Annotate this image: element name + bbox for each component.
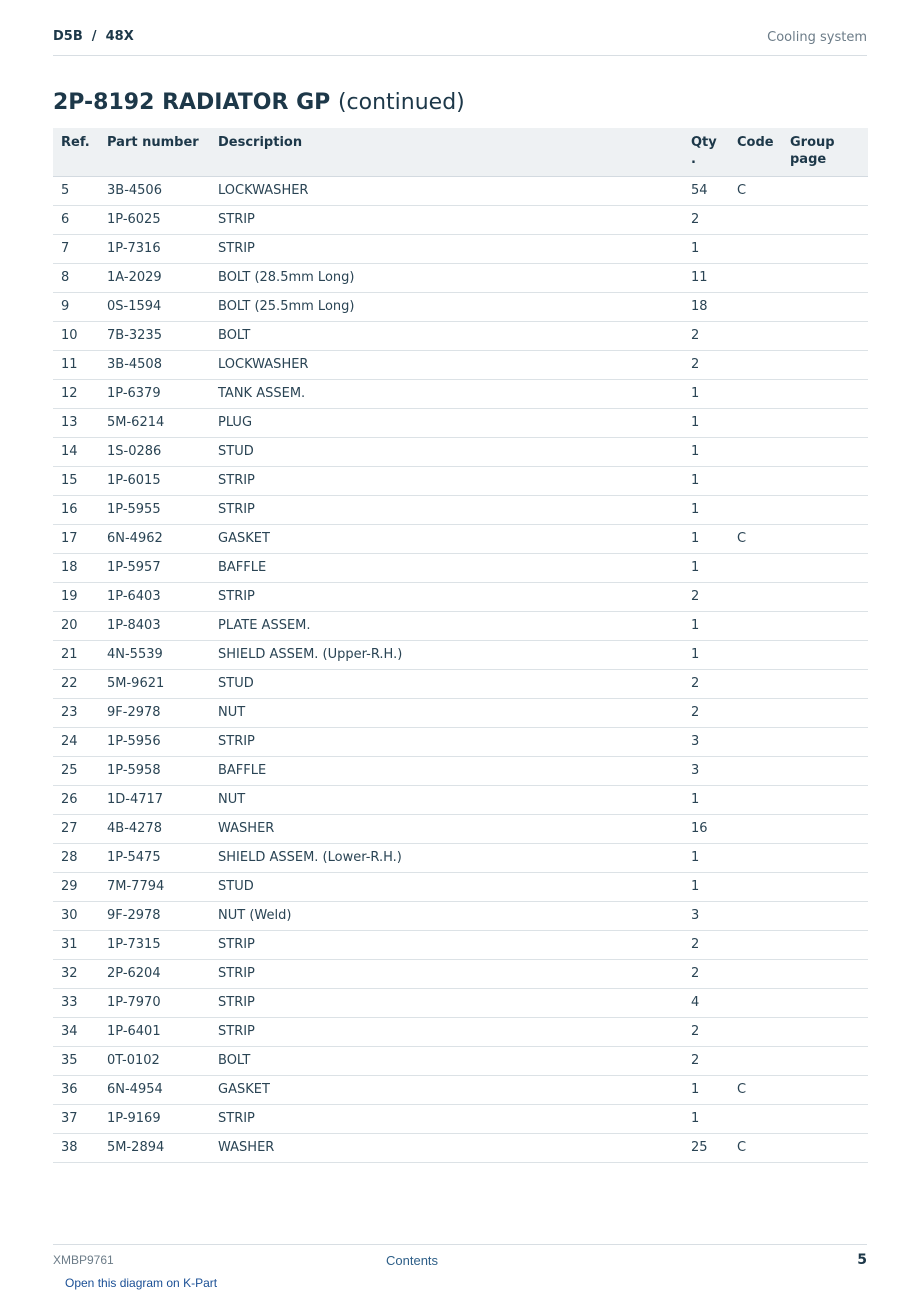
description-cell: STRIP [210, 466, 683, 495]
qty-cell: 2 [683, 321, 729, 350]
part-number-cell: 1P-6379 [99, 379, 210, 408]
qty-cell: 1 [683, 611, 729, 640]
part-number-cell: 2P-6204 [99, 959, 210, 988]
group-page-cell [782, 408, 868, 437]
column-header-label: Group page [790, 135, 835, 167]
table-row [53, 1133, 868, 1162]
description-cell: STUD [210, 437, 683, 466]
table-row [53, 814, 868, 843]
table-row [53, 785, 868, 814]
table-row [53, 205, 868, 234]
ref-cell: 38 [53, 1133, 99, 1162]
part-number-cell: 1P-7970 [99, 988, 210, 1017]
code-cell [729, 988, 782, 1017]
code-cell [729, 205, 782, 234]
ref-cell: 11 [53, 350, 99, 379]
description-cell: STRIP [210, 959, 683, 988]
description-cell: PLATE ASSEM. [210, 611, 683, 640]
description-cell: NUT [210, 698, 683, 727]
code-cell [729, 1046, 782, 1075]
part-number-cell: 1P-5958 [99, 756, 210, 785]
ref-cell: 13 [53, 408, 99, 437]
part-number-cell: 3B-4508 [99, 350, 210, 379]
code-cell [729, 582, 782, 611]
qty-cell: 1 [683, 408, 729, 437]
ref-cell: 27 [53, 814, 99, 843]
ref-cell: 8 [53, 263, 99, 292]
machine-model: D5B / 48X [53, 29, 134, 44]
table-row [53, 321, 868, 350]
description-cell: STRIP [210, 582, 683, 611]
part-number-cell: 1P-6025 [99, 205, 210, 234]
qty-cell: 2 [683, 205, 729, 234]
group-page-cell [782, 350, 868, 379]
code-cell [729, 495, 782, 524]
parts-table [53, 128, 868, 1163]
code-cell [729, 698, 782, 727]
qty-cell: 2 [683, 350, 729, 379]
ref-cell: 15 [53, 466, 99, 495]
code-cell [729, 1104, 782, 1133]
code-cell [729, 611, 782, 640]
table-row [53, 176, 868, 205]
code-cell [729, 263, 782, 292]
description-cell: BAFFLE [210, 553, 683, 582]
code-cell [729, 727, 782, 756]
column-header-ref [53, 128, 99, 176]
ref-cell: 21 [53, 640, 99, 669]
group-page-cell [782, 843, 868, 872]
qty-cell: 2 [683, 930, 729, 959]
description-cell: STUD [210, 872, 683, 901]
part-number-cell: 9F-2978 [99, 698, 210, 727]
contents-link[interactable]: Contents [386, 1253, 439, 1268]
qty-cell: 2 [683, 669, 729, 698]
table-row [53, 234, 868, 263]
group-page-cell [782, 727, 868, 756]
description-cell: STRIP [210, 988, 683, 1017]
description-cell: SHIELD ASSEM. (Lower-R.H.) [210, 843, 683, 872]
group-page-cell [782, 437, 868, 466]
table-row [53, 756, 868, 785]
qty-cell: 1 [683, 495, 729, 524]
qty-cell: 16 [683, 814, 729, 843]
table-row [53, 843, 868, 872]
description-cell: WASHER [210, 814, 683, 843]
description-cell: BOLT [210, 1046, 683, 1075]
code-cell [729, 408, 782, 437]
code-cell [729, 292, 782, 321]
part-number-cell: 5M-2894 [99, 1133, 210, 1162]
description-cell: WASHER [210, 1133, 683, 1162]
ref-cell: 28 [53, 843, 99, 872]
column-header-group-page [782, 128, 868, 176]
group-page-cell [782, 205, 868, 234]
part-number-cell: 6N-4962 [99, 524, 210, 553]
group-page-cell [782, 524, 868, 553]
ref-cell: 5 [53, 176, 99, 205]
code-cell [729, 872, 782, 901]
table-row [53, 1104, 868, 1133]
group-page-cell [782, 669, 868, 698]
part-number-cell: 1A-2029 [99, 263, 210, 292]
description-cell: TANK ASSEM. [210, 379, 683, 408]
qty-cell: 2 [683, 1017, 729, 1046]
qty-cell: 1 [683, 843, 729, 872]
description-cell: SHIELD ASSEM. (Upper-R.H.) [210, 640, 683, 669]
ref-cell: 26 [53, 785, 99, 814]
part-number-cell: 1P-9169 [99, 1104, 210, 1133]
code-cell [729, 901, 782, 930]
qty-cell: 2 [683, 1046, 729, 1075]
page-number: 5 [857, 1252, 867, 1268]
assembly-title: 2P-8192 RADIATOR GP [53, 90, 331, 115]
part-number-cell: 6N-4954 [99, 1075, 210, 1104]
group-page-cell [782, 611, 868, 640]
description-cell: STRIP [210, 234, 683, 263]
description-cell: PLUG [210, 408, 683, 437]
page-title [53, 89, 465, 117]
code-cell: C [729, 524, 782, 553]
group-page-cell [782, 321, 868, 350]
part-number-cell: 1D-4717 [99, 785, 210, 814]
qty-cell: 1 [683, 1075, 729, 1104]
qty-cell: 3 [683, 727, 729, 756]
description-cell: LOCKWASHER [210, 176, 683, 205]
part-number-cell: 7B-3235 [99, 321, 210, 350]
qty-cell: 2 [683, 698, 729, 727]
group-page-cell [782, 901, 868, 930]
group-page-cell [782, 785, 868, 814]
ref-cell: 32 [53, 959, 99, 988]
table-row [53, 1075, 868, 1104]
group-page-cell [782, 466, 868, 495]
column-header-label: Ref. [61, 135, 90, 150]
part-number-cell: 1P-5475 [99, 843, 210, 872]
qty-cell: 2 [683, 582, 729, 611]
code-cell [729, 640, 782, 669]
table-row [53, 292, 868, 321]
ref-cell: 34 [53, 1017, 99, 1046]
document-id: XMBP9761 [53, 1253, 114, 1267]
column-header-part-number [99, 128, 210, 176]
code-cell [729, 553, 782, 582]
footer-divider [53, 1244, 867, 1245]
ref-cell: 7 [53, 234, 99, 263]
description-cell: GASKET [210, 1075, 683, 1104]
ref-cell: 30 [53, 901, 99, 930]
description-cell: BOLT [210, 321, 683, 350]
table-row [53, 669, 868, 698]
code-cell [729, 1017, 782, 1046]
table-row [53, 524, 868, 553]
part-number-cell: 1P-7315 [99, 930, 210, 959]
ref-cell: 18 [53, 553, 99, 582]
section-name: Cooling system [767, 30, 867, 45]
part-number-cell: 9F-2978 [99, 901, 210, 930]
code-cell: C [729, 1133, 782, 1162]
part-number-cell: 1P-7316 [99, 234, 210, 263]
part-number-cell: 1P-5956 [99, 727, 210, 756]
part-number-cell: 0T-0102 [99, 1046, 210, 1075]
ref-cell: 35 [53, 1046, 99, 1075]
table-row [53, 553, 868, 582]
continued-label: (continued) [337, 90, 465, 115]
qty-cell: 1 [683, 379, 729, 408]
description-cell: BOLT (25.5mm Long) [210, 292, 683, 321]
qty-cell: 1 [683, 640, 729, 669]
part-number-cell: 1P-6015 [99, 466, 210, 495]
part-number-cell: 1S-0286 [99, 437, 210, 466]
qty-cell: 1 [683, 872, 729, 901]
qty-cell: 3 [683, 756, 729, 785]
ref-cell: 16 [53, 495, 99, 524]
part-number-cell: 1P-8403 [99, 611, 210, 640]
description-cell: STRIP [210, 495, 683, 524]
parts-table-body [53, 176, 868, 1162]
table-row [53, 1017, 868, 1046]
table-row [53, 727, 868, 756]
table-row [53, 263, 868, 292]
qty-cell: 54 [683, 176, 729, 205]
part-number-cell: 0S-1594 [99, 292, 210, 321]
part-number-cell: 4B-4278 [99, 814, 210, 843]
description-cell: STRIP [210, 930, 683, 959]
qty-cell: 1 [683, 1104, 729, 1133]
part-number-cell: 5M-9621 [99, 669, 210, 698]
table-row [53, 930, 868, 959]
part-number-cell: 1P-5957 [99, 553, 210, 582]
table-row [53, 437, 868, 466]
description-cell: STRIP [210, 205, 683, 234]
group-page-cell [782, 814, 868, 843]
ref-cell: 29 [53, 872, 99, 901]
code-cell [729, 321, 782, 350]
qty-cell: 1 [683, 437, 729, 466]
ref-cell: 36 [53, 1075, 99, 1104]
qty-cell: 1 [683, 785, 729, 814]
group-page-cell [782, 1133, 868, 1162]
ref-cell: 25 [53, 756, 99, 785]
table-row [53, 611, 868, 640]
table-row [53, 379, 868, 408]
qty-cell: 11 [683, 263, 729, 292]
qty-cell: 1 [683, 466, 729, 495]
code-cell [729, 437, 782, 466]
group-page-cell [782, 176, 868, 205]
table-row [53, 1046, 868, 1075]
ref-cell: 33 [53, 988, 99, 1017]
qty-cell: 4 [683, 988, 729, 1017]
group-page-cell [782, 1075, 868, 1104]
ref-cell: 14 [53, 437, 99, 466]
qty-cell: 25 [683, 1133, 729, 1162]
table-row [53, 408, 868, 437]
group-page-cell [782, 1104, 868, 1133]
description-cell: STRIP [210, 727, 683, 756]
group-page-cell [782, 553, 868, 582]
code-cell [729, 959, 782, 988]
description-cell: STUD [210, 669, 683, 698]
description-cell: NUT (Weld) [210, 901, 683, 930]
description-cell: STRIP [210, 1104, 683, 1133]
column-header-code [729, 128, 782, 176]
code-cell [729, 930, 782, 959]
group-page-cell [782, 988, 868, 1017]
ref-cell: 31 [53, 930, 99, 959]
description-cell: BOLT (28.5mm Long) [210, 263, 683, 292]
table-row [53, 698, 868, 727]
qty-cell: 3 [683, 901, 729, 930]
description-cell: NUT [210, 785, 683, 814]
code-cell: C [729, 176, 782, 205]
code-cell [729, 234, 782, 263]
column-header-label: Qty . [691, 135, 717, 167]
group-page-cell [782, 930, 868, 959]
code-cell [729, 756, 782, 785]
code-cell [729, 466, 782, 495]
code-cell: C [729, 1075, 782, 1104]
ref-cell: 23 [53, 698, 99, 727]
code-cell [729, 379, 782, 408]
group-page-cell [782, 698, 868, 727]
table-row [53, 466, 868, 495]
page-header [53, 22, 867, 56]
description-cell: STRIP [210, 1017, 683, 1046]
ref-cell: 24 [53, 727, 99, 756]
qty-cell: 1 [683, 234, 729, 263]
part-number-cell: 7M-7794 [99, 872, 210, 901]
description-cell: LOCKWASHER [210, 350, 683, 379]
table-row [53, 640, 868, 669]
ref-cell: 37 [53, 1104, 99, 1133]
group-page-cell [782, 756, 868, 785]
open-k-part-link[interactable]: Open this diagram on K-Part [65, 1276, 218, 1290]
part-number-cell: 4N-5539 [99, 640, 210, 669]
ref-cell: 17 [53, 524, 99, 553]
table-row [53, 988, 868, 1017]
code-cell [729, 785, 782, 814]
ref-cell: 22 [53, 669, 99, 698]
column-header-description [210, 128, 683, 176]
table-row [53, 350, 868, 379]
qty-cell: 1 [683, 553, 729, 582]
qty-cell: 18 [683, 292, 729, 321]
code-cell [729, 843, 782, 872]
column-header-label: Part number [107, 135, 199, 150]
part-number-cell: 5M-6214 [99, 408, 210, 437]
table-row [53, 901, 868, 930]
column-header-qty [683, 128, 729, 176]
table-row [53, 959, 868, 988]
group-page-cell [782, 292, 868, 321]
group-page-cell [782, 1046, 868, 1075]
code-cell [729, 350, 782, 379]
group-page-cell [782, 1017, 868, 1046]
ref-cell: 10 [53, 321, 99, 350]
qty-cell: 1 [683, 524, 729, 553]
description-cell: GASKET [210, 524, 683, 553]
ref-cell: 9 [53, 292, 99, 321]
table-row [53, 872, 868, 901]
description-cell: BAFFLE [210, 756, 683, 785]
table-row [53, 495, 868, 524]
group-page-cell [782, 495, 868, 524]
table-header-row [53, 128, 868, 176]
ref-cell: 12 [53, 379, 99, 408]
column-header-label: Code [737, 135, 774, 150]
group-page-cell [782, 263, 868, 292]
group-page-cell [782, 640, 868, 669]
part-number-cell: 1P-5955 [99, 495, 210, 524]
code-cell [729, 814, 782, 843]
group-page-cell [782, 234, 868, 263]
part-number-cell: 1P-6403 [99, 582, 210, 611]
ref-cell: 19 [53, 582, 99, 611]
part-number-cell: 1P-6401 [99, 1017, 210, 1046]
group-page-cell [782, 872, 868, 901]
group-page-cell [782, 582, 868, 611]
part-number-cell: 3B-4506 [99, 176, 210, 205]
group-page-cell [782, 379, 868, 408]
column-header-label: Description [218, 135, 303, 150]
ref-cell: 6 [53, 205, 99, 234]
code-cell [729, 669, 782, 698]
table-row [53, 582, 868, 611]
qty-cell: 2 [683, 959, 729, 988]
ref-cell: 20 [53, 611, 99, 640]
group-page-cell [782, 959, 868, 988]
